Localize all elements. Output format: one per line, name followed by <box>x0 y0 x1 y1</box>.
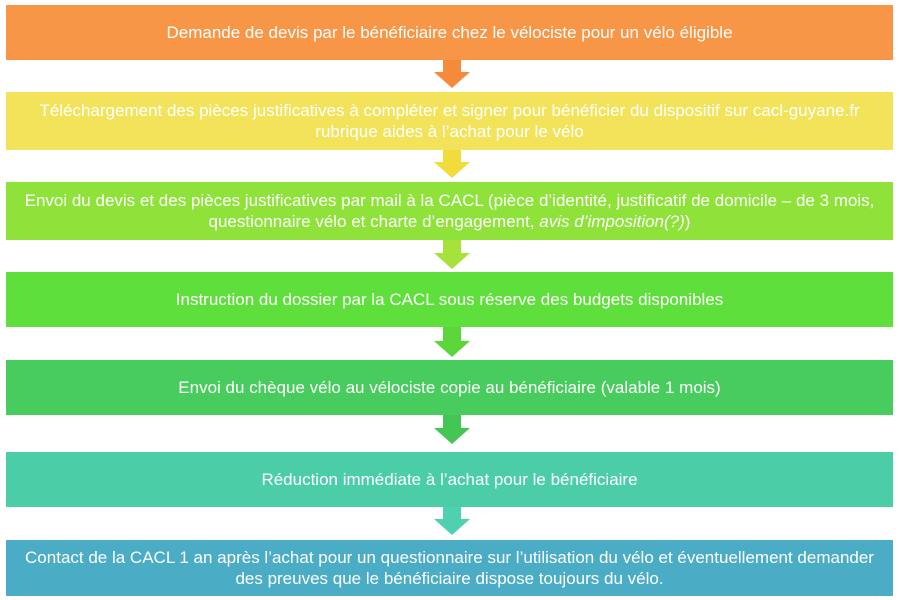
arrow-down-icon <box>434 505 470 535</box>
step-3-text-end: ) <box>684 212 691 231</box>
arrow-down-icon <box>434 58 470 88</box>
step-1-quote-request <box>6 5 893 60</box>
arrow-down-icon <box>434 327 470 357</box>
step-6-purchase-discount <box>6 452 893 507</box>
step-1-text: Demande de devis par le bénéficiaire chez le vélociste pour un vélo éligible <box>166 23 733 42</box>
arrow-down-icon <box>434 239 470 269</box>
step-3-text <box>16 190 883 232</box>
step-3-send-documents <box>6 182 893 240</box>
step-5-send-voucher <box>6 360 893 415</box>
step-7-follow-up-contact <box>6 540 893 596</box>
arrow-down-icon <box>434 148 470 178</box>
step-5-text: Envoi du chèque vélo au vélociste copie au bénéficiaire (valable 1 mois) <box>178 378 721 397</box>
step-3-text-main: Envoi du devis et des pièces justificatives par mail à la CACL (pièce d’identité, justificatif de domicile – de 3 mois, questionnaire vélo et charte d’engagement, <box>24 191 875 231</box>
step-2-download-documents <box>6 92 893 150</box>
step-3-text-italic: avis d’imposition(?) <box>539 212 685 231</box>
step-4-text: Instruction du dossier par la CACL sous réserve des budgets disponibles <box>175 290 724 309</box>
step-4-file-review <box>6 272 893 327</box>
step-6-text: Réduction immédiate à l’achat pour le bénéficiaire <box>261 470 638 489</box>
arrow-down-icon <box>434 414 470 444</box>
step-7-text: Contact de la CACL 1 an après l’achat pour un questionnaire sur l’utilisation du vélo et éventuellement demander des preuves que le bénéficiaire dispose toujours du vélo. <box>25 548 874 588</box>
step-2-text: Téléchargement des pièces justificatives à compléter et signer pour bénéficier du dispositif sur cacl-guyane.fr rubrique aides à l’achat pour le vélo <box>39 101 860 141</box>
